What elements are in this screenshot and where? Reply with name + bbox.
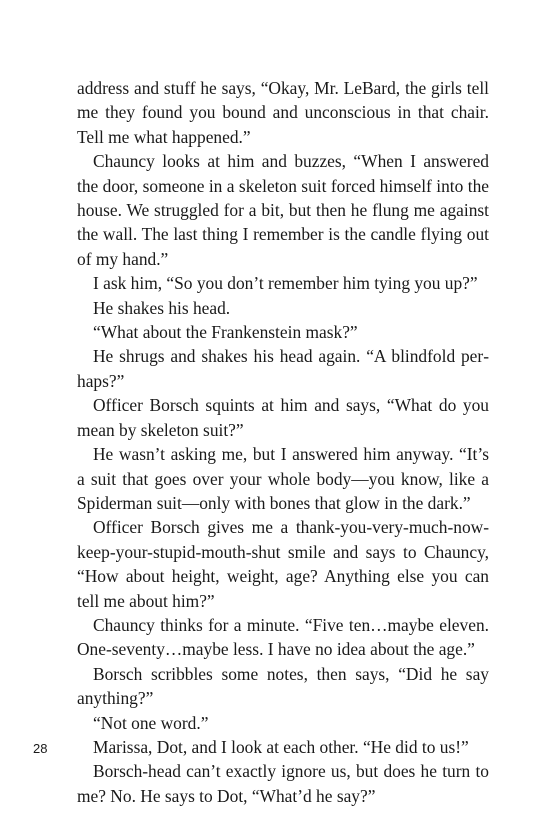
paragraph-13: Marissa, Dot, and I look at each other. “He did to us!” xyxy=(93,736,469,757)
paragraph-11: Borsch scribbles some notes, then says, “Did he say anything?” xyxy=(77,663,489,709)
paragraph-3: I ask him, “So you don’t remember him tying you up?” xyxy=(93,273,478,294)
paragraph-5: “What about the Frankenstein mask?” xyxy=(93,322,358,343)
paragraph-10: Chauncy thinks for a minute. “Five ten…maybe eleven. One-seventy…maybe less. I have no idea about the age.” xyxy=(77,614,489,660)
paragraph-1: address and stuff he says, “Okay, Mr. LeBard, the girls tell me they found you bound and unconscious in that chair. Tell me what happened.” xyxy=(77,78,489,147)
paragraph-7: Officer Borsch squints at him and says, “What do you mean by skeleton suit?” xyxy=(77,395,489,440)
paragraph-2: Chauncy looks at him and buzzes, “When I answered the door, someone in a skeleton suit forced himself into the house. We struggled for a bit, but then he flung me against the wall. The last thing I remember is the candle flying out of my hand.” xyxy=(77,151,489,269)
page-number: 28 xyxy=(33,741,48,756)
paragraph-9: Officer Borsch gives me a thank-you-very-much-now-keep-your-stupid-mouth-shut smile and says to Chauncy, “How about height, weight, age? Anything else you can tell me about him?” xyxy=(77,517,489,611)
paragraph-6: He shrugs and shakes his head again. “A blindfold perhaps?” xyxy=(77,346,489,391)
paragraph-8: He wasn’t asking me, but I answered him anyway. “It’s a suit that goes over your whole body—you know, like a Spiderman suit—only with bones that glow in the dark.” xyxy=(77,444,489,513)
paragraph-14: Borsch-head can’t exactly ignore us, but does he turn to me? No. He says to Dot, “What’d he say?” xyxy=(77,761,489,806)
paragraph-12: “Not one word.” xyxy=(93,712,209,733)
page-body xyxy=(77,76,489,808)
paragraph-4: He shakes his head. xyxy=(93,297,231,318)
